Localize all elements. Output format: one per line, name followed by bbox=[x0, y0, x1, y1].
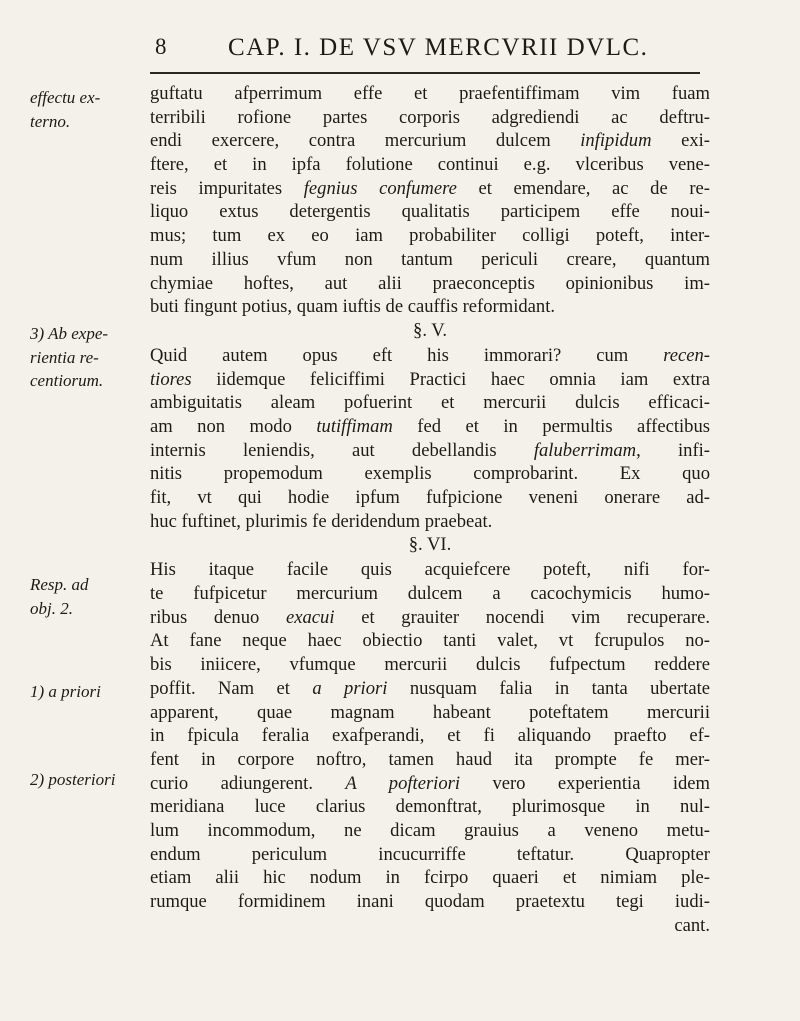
text-line: liquo extus detergentis qualitatis participem effe noui- bbox=[150, 201, 710, 223]
margin-line: centiorum. bbox=[30, 371, 104, 391]
margin-line: obj. 2. bbox=[30, 598, 73, 618]
margin-note-resp bbox=[30, 573, 145, 620]
text-line: num illius vfum non tantum periculi creare, quantum bbox=[150, 248, 710, 270]
margin-note-effectu bbox=[30, 86, 145, 133]
text-line: cant. bbox=[674, 914, 710, 936]
text-line: in fpicula feralia exafperandi, et fi aliquando praefto ef- bbox=[150, 725, 710, 747]
margin-line: Resp. ad bbox=[30, 575, 89, 594]
margin-line: 1) a priori bbox=[30, 682, 101, 701]
text-line: nitis propemodum exemplis comprobarint. Ex quo bbox=[150, 463, 710, 485]
margin-note-a-priori bbox=[30, 680, 145, 704]
text-line: te fufpicetur mercurium dulcem a cacochymicis humo- bbox=[150, 583, 710, 605]
italic-term: infipidum bbox=[580, 130, 652, 152]
text-line: §. V. bbox=[413, 319, 447, 341]
italic-term: exacui bbox=[285, 606, 335, 628]
margin-note-ab-experientia bbox=[30, 322, 145, 393]
text-line: Quid autem opus eft his immorari? cum recen- bbox=[150, 344, 710, 366]
text-line: am non modo tutiffimam fed et in permultis affectibus bbox=[150, 415, 710, 437]
margin-line: rientia re- bbox=[30, 347, 99, 367]
text-line: His itaque facile quis acquiefcere poteft, nifi for- bbox=[150, 559, 710, 581]
running-header bbox=[140, 28, 700, 68]
italic-term: faluberrimam bbox=[533, 439, 637, 461]
text-line: terribili rofione partes corporis adgrediendi ac deftru- bbox=[150, 106, 710, 128]
text-line: curio adiungerent. A pofteriori vero experientia idem bbox=[150, 772, 710, 794]
text-line: poffit. Nam et a priori nusquam falia in tanta ubertate bbox=[150, 677, 711, 699]
text-line: ftere, et in ipfa folutione continui e.g. vlceribus vene- bbox=[150, 154, 710, 176]
text-line: endum periculum incucurriffe teftatur. Quapropter bbox=[150, 843, 710, 865]
text-line: buti fingunt potius, quam iuftis de cauffis reformidant. bbox=[150, 296, 556, 318]
running-title: CAP. I. DE VSV MERCVRII DVLC. bbox=[228, 34, 649, 61]
text-line: chymiae hoftes, aut alii praeconceptis opinionibus im- bbox=[150, 272, 710, 294]
margin-line: effectu ex- bbox=[30, 88, 101, 107]
italic-term: recen- bbox=[663, 344, 710, 366]
page-number: 8 bbox=[155, 34, 167, 59]
italic-term: tiores bbox=[150, 368, 192, 390]
body-text bbox=[150, 82, 710, 937]
text-line: ribus denuo exacui et grauiter nocendi vim recuperare. bbox=[150, 606, 710, 628]
text-line: fit, vt qui hodie ipfum fufpicione veneni onerare ad- bbox=[150, 487, 710, 508]
text-line: etiam alii hic nodum in fcirpo quaeri et nimiam ple- bbox=[150, 867, 710, 889]
text-line: huc fuftinet, plurimis fe deridendum praebeat. bbox=[150, 510, 493, 532]
margin-note-a-posteriori bbox=[30, 768, 145, 792]
text-line: internis leniendis, aut debellandis faluberrimam, infi- bbox=[150, 439, 710, 461]
italic-term: A pofteriori bbox=[345, 772, 461, 794]
text-line: endi exercere, contra mercurium dulcem infipidum exi- bbox=[150, 130, 710, 152]
text-line: ambiguitatis aleam pofuerint et mercurii dulcis efficaci- bbox=[150, 392, 710, 414]
text-line: §. VI. bbox=[408, 534, 452, 556]
header-rule bbox=[150, 72, 700, 74]
text-line: mus; tum ex eo iam probabiliter colligi poteft, inter- bbox=[150, 225, 710, 247]
italic-term: a priori bbox=[312, 677, 388, 699]
italic-term: fegnius confumere bbox=[303, 177, 457, 199]
text-line: reis impuritates fegnius confumere et emendare, ac de re- bbox=[150, 177, 710, 199]
margin-line: 2) posteriori bbox=[30, 770, 116, 789]
text-line: lum incommodum, ne dicam grauius a veneno metu- bbox=[150, 819, 710, 841]
italic-term: tutiffimam bbox=[316, 415, 393, 437]
margin-line: terno. bbox=[30, 111, 71, 131]
text-line: apparent, quae magnam habeant poteftatem mercurii bbox=[150, 701, 710, 723]
text-line: bis iniicere, vfumque mercurii dulcis fufpectum reddere bbox=[150, 654, 710, 676]
text-line: fent in corpore noftro, tamen haud ita prompte fe mer- bbox=[150, 748, 710, 770]
text-line: guftatu afperrimum effe et praefentiffimam vim fuam bbox=[150, 83, 710, 104]
margin-line: 3) Ab expe- bbox=[30, 324, 109, 343]
text-line: tiores iidemque feliciffimi Practici haec omnia iam extra bbox=[150, 368, 710, 390]
text-line: meridiana luce clarius demonftrat, plurimosque in nul- bbox=[150, 796, 710, 818]
text-line: At fane neque haec obiectio tanti valet, vt fcrupulos no- bbox=[150, 630, 710, 652]
text-line: rumque formidinem inani quodam praetextu tegi iudi- bbox=[150, 891, 710, 912]
